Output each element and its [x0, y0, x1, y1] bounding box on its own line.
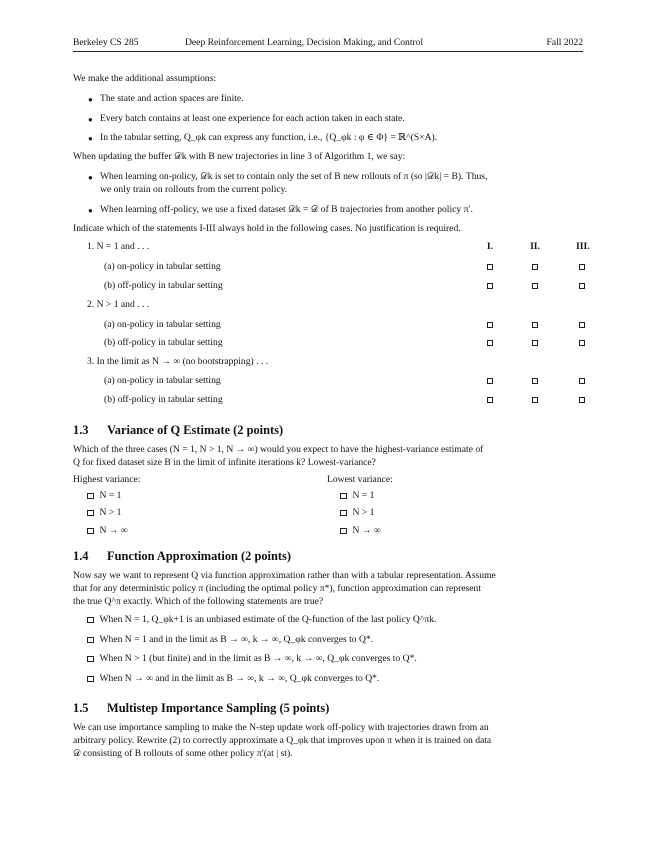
lowest-variance-label: Lowest variance: — [327, 474, 393, 485]
bullet-icon: ● — [88, 95, 93, 104]
case-2a-label: (a) on-policy in tabular setting — [104, 319, 221, 330]
checkbox-1b-ii[interactable] — [529, 280, 541, 292]
section-1-5-text-cont: arbitrary policy. Rewrite (2) to correctly approximate a Q_φk that improves upon π when it is trained on data — [73, 735, 492, 746]
off-policy-def: When learning off-policy, we use a fixed dataset 𝒟k = 𝒟 of B trajectories from another policy π′. — [100, 204, 473, 215]
section-1-3-text-cont: Q for fixed dataset size B in the limit of infinite iterations k? Lowest-variance? — [73, 457, 376, 468]
case-1b-label: (b) off-policy in tabular setting — [104, 280, 223, 291]
buffer-intro: When updating the buffer 𝒟k with B new trajectories in line 3 of Algorithm 1, we say: — [73, 151, 406, 162]
section-title: Variance of Q Estimate (2 points) — [107, 423, 284, 437]
checkbox-3b-i[interactable] — [484, 394, 496, 406]
checkbox-1b-iii[interactable] — [576, 280, 588, 292]
checkbox-1a-ii[interactable] — [529, 261, 541, 273]
checkbox-2a-ii[interactable] — [529, 319, 541, 331]
checkbox-icon — [87, 656, 94, 663]
checkbox-icon — [87, 510, 94, 517]
assumption-item: The state and action spaces are finite. — [100, 93, 244, 104]
assumption-item: In the tabular setting, Q_φk can express any function, i.e., {Q_φk : φ ∈ Φ} = ℝ^(S×A). — [100, 132, 438, 143]
checkbox-3a-i[interactable] — [484, 375, 496, 387]
page-header — [73, 37, 583, 52]
bullet-icon: ● — [88, 173, 93, 182]
checkbox-1a-iii[interactable] — [576, 261, 588, 273]
case-2b-label: (b) off-policy in tabular setting — [104, 337, 223, 348]
checkbox-icon — [87, 637, 94, 644]
section-1-4-text: Now say we want to represent Q via function approximation rather than with a tabular representation. Assume — [73, 570, 496, 581]
term-label: Fall 2022 — [546, 37, 583, 48]
checkbox-3a-ii[interactable] — [529, 375, 541, 387]
highest-option[interactable]: N > 1 — [87, 507, 121, 519]
course-label: Berkeley CS 285 — [73, 37, 139, 48]
section-1-5-text: We can use importance sampling to make the N-step update work off-policy with trajectories drawn from an — [73, 722, 489, 733]
section-1-3-text: Which of the three cases (N = 1, N > 1, N → ∞) would you expect to have the highest-variance estimate of — [73, 444, 484, 455]
section-title: Function Approximation (2 points) — [107, 549, 291, 563]
lowest-option[interactable]: N → ∞ — [340, 525, 381, 537]
section-1-4-text-cont: that for any deterministic policy π (including the optimal policy π*), function approximation can represent — [73, 583, 481, 594]
case-3-label: 3. In the limit as N → ∞ (no bootstrapping) . . . — [87, 356, 269, 367]
checkbox-2b-ii[interactable] — [529, 337, 541, 349]
highest-variance-label: Highest variance: — [73, 474, 141, 485]
case-3a-label: (a) on-policy in tabular setting — [104, 375, 221, 386]
checkbox-icon — [87, 528, 94, 535]
checkbox-icon — [340, 510, 347, 517]
bullet-icon: ● — [88, 206, 93, 215]
section-1-3-heading — [73, 422, 283, 438]
highest-option[interactable]: N = 1 — [87, 490, 121, 502]
column-header-iii: III. — [576, 241, 590, 252]
checkbox-1a-i[interactable] — [484, 261, 496, 273]
checkbox-icon — [340, 493, 347, 500]
checkbox-2a-iii[interactable] — [576, 319, 588, 331]
section-number: 1.3 — [73, 423, 89, 437]
on-policy-def-cont: we only train on rollouts from the current policy. — [100, 184, 288, 195]
section-title: Multistep Importance Sampling (5 points) — [107, 701, 330, 715]
section-number: 1.4 — [73, 549, 89, 563]
assumption-item: Every batch contains at least one experience for each action taken in each state. — [100, 113, 405, 124]
checkbox-icon — [87, 617, 94, 624]
checkbox-2b-iii[interactable] — [576, 337, 588, 349]
section-1-4-heading — [73, 548, 291, 564]
column-header-i: I. — [486, 241, 494, 252]
bullet-icon: ● — [88, 115, 93, 124]
course-title: Deep Reinforcement Learning, Decision Making, and Control — [185, 37, 424, 48]
checkbox-icon — [87, 493, 94, 500]
case-1a-label: (a) on-policy in tabular setting — [104, 261, 221, 272]
case-1-label: 1. N = 1 and . . . — [87, 241, 150, 252]
section-1-5-heading — [73, 700, 329, 716]
case-2-label: 2. N > 1 and . . . — [87, 299, 150, 310]
lowest-option[interactable]: N > 1 — [340, 507, 374, 519]
assumptions-intro: We make the additional assumptions: — [73, 73, 217, 84]
section-1-5-text-cont: 𝒟 consisting of B rollouts of some other policy π′(at | st). — [73, 748, 293, 759]
column-header-ii: II. — [530, 241, 540, 252]
checkbox-icon — [87, 676, 94, 683]
on-policy-def: When learning on-policy, 𝒟k is set to contain only the set of B new rollouts of π (so |𝒟k| = B). Thus, — [100, 171, 488, 182]
instruction: Indicate which of the statements I-III always hold in the following cases. No justification is required. — [73, 223, 461, 234]
approx-option[interactable]: When N → ∞ and in the limit as B → ∞, k → ∞, Q_φk converges to Q*. — [87, 673, 379, 685]
checkbox-2b-i[interactable] — [484, 337, 496, 349]
bullet-icon: ● — [88, 134, 93, 143]
case-3b-label: (b) off-policy in tabular setting — [104, 394, 223, 405]
approx-option[interactable]: When N > 1 (but finite) and in the limit as B → ∞, k → ∞, Q_φk converges to Q*. — [87, 653, 417, 665]
section-number: 1.5 — [73, 701, 89, 715]
checkbox-icon — [340, 528, 347, 535]
checkbox-3b-iii[interactable] — [576, 394, 588, 406]
checkbox-3b-ii[interactable] — [529, 394, 541, 406]
highest-option[interactable]: N → ∞ — [87, 525, 128, 537]
lowest-option[interactable]: N = 1 — [340, 490, 374, 502]
checkbox-1b-i[interactable] — [484, 280, 496, 292]
approx-option[interactable]: When N = 1, Q_φk+1 is an unbiased estimate of the Q-function of the last policy Q^πk. — [87, 614, 436, 626]
section-1-4-text-cont: the true Q^π exactly. Which of the following statements are true? — [73, 596, 324, 607]
approx-option[interactable]: When N = 1 and in the limit as B → ∞, k → ∞, Q_φk converges to Q*. — [87, 634, 373, 646]
checkbox-3a-iii[interactable] — [576, 375, 588, 387]
checkbox-2a-i[interactable] — [484, 319, 496, 331]
